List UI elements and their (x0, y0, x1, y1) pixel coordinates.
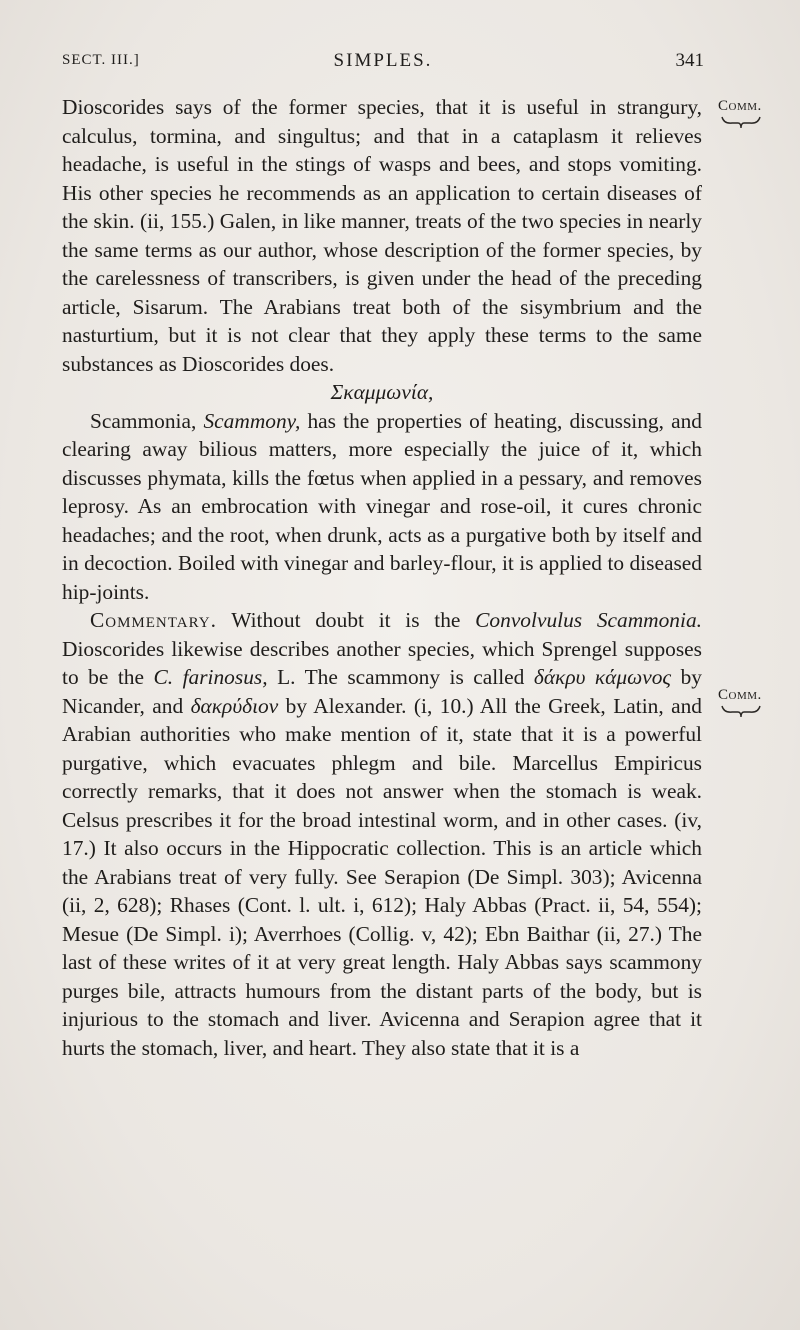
entry-term: Scammonia, (90, 408, 204, 433)
commentary-text: by Nicander, and (62, 665, 702, 718)
entry-term-english: Scammony, (203, 408, 301, 433)
running-header (62, 50, 704, 76)
paragraph-scammonia (62, 407, 702, 607)
species-name: C. farinosus, (153, 665, 268, 689)
margin-note-label: Comm. (718, 98, 762, 114)
body-text (62, 93, 702, 1062)
brace-icon (720, 704, 762, 718)
commentary-text: Dioscorides likewise describes another species, which Sprengel supposes to be the (62, 636, 702, 689)
commentary-text: by Alexander. (i, 10.) All the Greek, Latin, and Arabian authorities who make mention of it, state that it is a powerful purgative, which evacuates phlegm and bile. Marcellus Empiricus correctly remarks, that it does not answer when the stomach is weak. Celsus prescribes it for the broad intestinal worm, and in other cases. (iv, 17.) It also occurs in the Hippocratic collection. This is an article which the Arabians treat of very fully. See Serapion (De Simpl. 303); Avicenna (ii, 2, 628); Rhases (Cont. l. ult. i, 612); Haly Abbas (Pract. ii, 54, 554); Mesue (De Simpl. i); Averrhoes (Collig. v, 42); Ebn Baithar (ii, 27.) The last of these writes of it at very great length. Haly Abbas says scammony purges bile, attracts humours from the distant parts of the body, but is injurious to the stomach and liver. Avicenna and Serapion agree that it hurts the stomach, liver, and heart. They also state that it is a (62, 693, 702, 1060)
commentary-text: Without doubt it is the (216, 608, 476, 632)
margin-note-comm-2 (718, 687, 762, 718)
margin-note-comm-1 (718, 98, 762, 129)
entry-description: has the properties of heating, discussing, and clearing away bilious matters, more especially the juice of it, which discusses phymata, kills the fœtus when applied in a pessary, and removes leprosy. As an embrocation with vinegar and rose-oil, it cures chronic headaches; and the root, when drunk, acts as a purgative both by itself and in decoction. Boiled with vinegar and barley-flour, it is applied to diseased hip-joints. (62, 408, 702, 604)
commentary-text: L. The scammony is called (267, 665, 534, 689)
brace-icon (720, 115, 762, 129)
commentary-label: Commentary. (90, 608, 217, 632)
species-name: Convolvulus Scammonia. (475, 608, 702, 632)
margin-note-label: Comm. (718, 687, 762, 703)
page-number: 341 (675, 50, 704, 71)
section-label: SECT. III.] (62, 52, 140, 68)
greek-term: δάκρυ κάμωνος (533, 665, 672, 689)
page-title: SIMPLES. (333, 50, 433, 71)
entry-heading-greek: Σκαμμωνία, (330, 380, 434, 404)
paragraph-commentary (62, 606, 702, 1062)
paragraph-dioscorides: Dioscorides says of the former species, that it is useful in strangury, calculus, tormina, and singultus; and that in a cataplasm it relieves headache, is useful in the stings of wasps and bees, and stops vomiting. His other species he recommends as an application to certain diseases of the skin. (ii, 155.) Galen, in like manner, treats of the two species in nearly the same terms as our author, whose description of the former species, by the carelessness of transcribers, is given under the head of the preceding article, Sisarum. The Arabians treat both of the sisymbrium and the nasturtium, but it is not clear that they apply these terms to the same substances as Dioscorides does. (62, 95, 702, 376)
greek-term: δακρύδιον (190, 693, 279, 718)
